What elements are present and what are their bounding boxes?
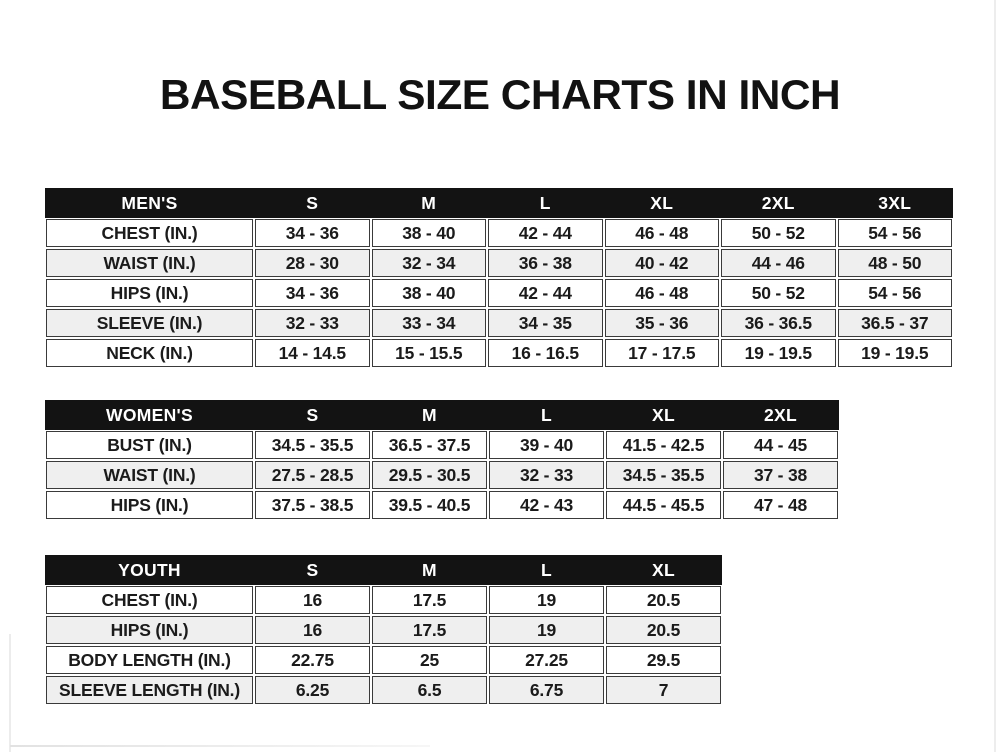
size-column-header: XL [650, 192, 674, 213]
size-value-cell: 54 - 56 [838, 219, 953, 247]
size-value-cell: 35 - 36 [605, 309, 720, 337]
size-column-header: M [421, 192, 437, 213]
size-column-header: 2XL [764, 404, 797, 425]
youth-table-header [45, 555, 722, 585]
table-row [45, 218, 953, 248]
size-value-cell: 38 - 40 [372, 279, 487, 307]
size-value-cell: 32 - 33 [489, 461, 604, 489]
size-value-cell: 17 - 17.5 [605, 339, 720, 367]
size-value-cell: 20.5 [606, 586, 721, 614]
table-row [45, 615, 722, 645]
size-value-cell: 50 - 52 [721, 279, 836, 307]
womens-table-body [45, 430, 839, 520]
table-category-header: YOUTH [118, 559, 181, 580]
womens-size-table [45, 400, 839, 520]
table-row [45, 645, 722, 675]
size-value-cell: 36 - 36.5 [721, 309, 836, 337]
size-column-header: L [541, 404, 552, 425]
youth-table-body [45, 585, 722, 705]
size-value-cell: 19 [489, 616, 604, 644]
row-label-cell: BODY LENGTH (IN.) [46, 646, 253, 674]
mens-table-body [45, 218, 953, 368]
size-column-header: XL [652, 404, 675, 425]
table-row [45, 460, 839, 490]
size-value-cell: 36 - 38 [488, 249, 603, 277]
row-label-cell: HIPS (IN.) [46, 616, 253, 644]
size-value-cell: 34.5 - 35.5 [606, 461, 721, 489]
size-value-cell: 38 - 40 [372, 219, 487, 247]
page-title: BASEBALL SIZE CHARTS IN INCH [159, 71, 841, 118]
row-label-cell: HIPS (IN.) [46, 279, 253, 307]
table-row [45, 248, 953, 278]
size-value-cell: 19 [489, 586, 604, 614]
row-label-cell: SLEEVE LENGTH (IN.) [46, 676, 253, 704]
womens-table-header [45, 400, 839, 430]
size-value-cell: 19 - 19.5 [721, 339, 836, 367]
size-value-cell: 25 [372, 646, 487, 674]
row-label-cell: SLEEVE (IN.) [46, 309, 253, 337]
size-value-cell: 41.5 - 42.5 [606, 431, 721, 459]
size-value-cell: 40 - 42 [605, 249, 720, 277]
table-row [45, 430, 839, 460]
size-value-cell: 27.5 - 28.5 [255, 461, 370, 489]
size-value-cell: 44 - 46 [721, 249, 836, 277]
size-value-cell: 17.5 [372, 616, 487, 644]
size-column-header: 2XL [761, 192, 795, 213]
size-value-cell: 48 - 50 [838, 249, 953, 277]
size-column-header: M [422, 559, 437, 580]
size-value-cell: 33 - 34 [372, 309, 487, 337]
size-value-cell: 34 - 36 [255, 219, 370, 247]
size-value-cell: 16 [255, 616, 370, 644]
size-value-cell: 34.5 - 35.5 [255, 431, 370, 459]
size-column-header: S [306, 192, 319, 213]
row-label-cell: CHEST (IN.) [46, 219, 253, 247]
table-category-header: MEN'S [121, 192, 178, 213]
size-column-header: S [306, 404, 319, 425]
size-value-cell: 36.5 - 37 [838, 309, 953, 337]
size-value-cell: 42 - 43 [489, 491, 604, 519]
size-value-cell: 34 - 35 [488, 309, 603, 337]
size-value-cell: 7 [606, 676, 721, 704]
size-value-cell: 37.5 - 38.5 [255, 491, 370, 519]
size-value-cell: 42 - 44 [488, 219, 603, 247]
size-value-cell: 29.5 - 30.5 [372, 461, 487, 489]
table-category-header: WOMEN'S [106, 404, 193, 425]
size-value-cell: 6.25 [255, 676, 370, 704]
scan-artifact-left-edge [9, 634, 11, 752]
size-value-cell: 37 - 38 [723, 461, 838, 489]
size-column-header: S [306, 559, 319, 580]
size-value-cell: 14 - 14.5 [255, 339, 370, 367]
size-value-cell: 42 - 44 [488, 279, 603, 307]
size-value-cell: 6.5 [372, 676, 487, 704]
size-value-cell: 32 - 33 [255, 309, 370, 337]
size-column-header: L [539, 192, 551, 213]
scan-artifact-bottom-edge [10, 745, 430, 747]
size-value-cell: 17.5 [372, 586, 487, 614]
size-value-cell: 39 - 40 [489, 431, 604, 459]
size-value-cell: 44 - 45 [723, 431, 838, 459]
size-value-cell: 44.5 - 45.5 [606, 491, 721, 519]
size-value-cell: 36.5 - 37.5 [372, 431, 487, 459]
size-value-cell: 50 - 52 [721, 219, 836, 247]
size-column-header: XL [652, 559, 675, 580]
size-value-cell: 29.5 [606, 646, 721, 674]
row-label-cell: CHEST (IN.) [46, 586, 253, 614]
table-row [45, 490, 839, 520]
size-value-cell: 22.75 [255, 646, 370, 674]
size-value-cell: 54 - 56 [838, 279, 953, 307]
size-value-cell: 39.5 - 40.5 [372, 491, 487, 519]
size-value-cell: 15 - 15.5 [372, 339, 487, 367]
size-value-cell: 16 [255, 586, 370, 614]
size-value-cell: 46 - 48 [605, 219, 720, 247]
mens-table-header [45, 188, 953, 218]
table-row [45, 585, 722, 615]
table-row [45, 308, 953, 338]
size-value-cell: 32 - 34 [372, 249, 487, 277]
size-value-cell: 46 - 48 [605, 279, 720, 307]
size-value-cell: 19 - 19.5 [838, 339, 953, 367]
mens-size-table [45, 188, 953, 368]
table-row [45, 675, 722, 705]
row-label-cell: BUST (IN.) [46, 431, 253, 459]
size-value-cell: 6.75 [489, 676, 604, 704]
size-value-cell: 27.25 [489, 646, 604, 674]
size-value-cell: 34 - 36 [255, 279, 370, 307]
size-column-header: 3XL [878, 192, 912, 213]
table-row [45, 278, 953, 308]
size-value-cell: 16 - 16.5 [488, 339, 603, 367]
size-value-cell: 20.5 [606, 616, 721, 644]
row-label-cell: HIPS (IN.) [46, 491, 253, 519]
size-value-cell: 47 - 48 [723, 491, 838, 519]
row-label-cell: WAIST (IN.) [46, 461, 253, 489]
table-row [45, 338, 953, 368]
size-column-header: L [541, 559, 552, 580]
row-label-cell: NECK (IN.) [46, 339, 253, 367]
size-value-cell: 28 - 30 [255, 249, 370, 277]
size-column-header: M [422, 404, 437, 425]
youth-size-table [45, 555, 722, 705]
row-label-cell: WAIST (IN.) [46, 249, 253, 277]
